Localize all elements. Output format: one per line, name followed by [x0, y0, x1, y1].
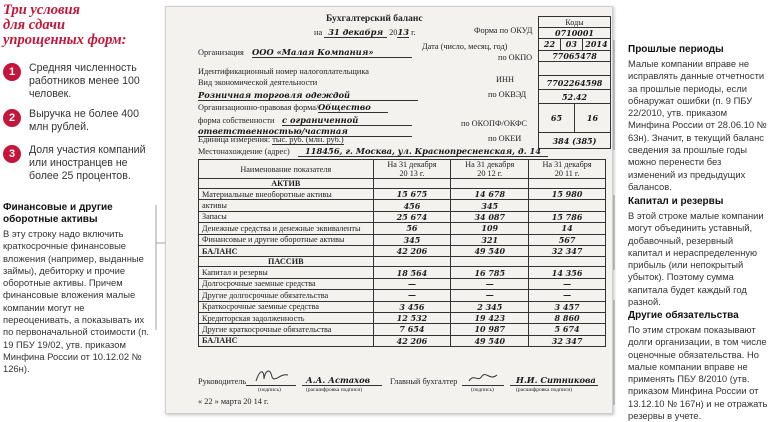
year-suffix: г.	[411, 28, 416, 37]
row-value: 56	[373, 223, 451, 234]
inn-code: 7702264598	[539, 76, 611, 90]
row-name: Денежные средства и денежные эквиваленты	[199, 223, 374, 234]
chief-sign-line	[462, 385, 504, 386]
chief-sign-caption: (подпись)	[471, 387, 494, 393]
head-sign-line	[246, 385, 296, 386]
empty-code-cell	[539, 62, 611, 76]
table-row	[199, 223, 606, 234]
activity-label: Вид экономической деятельности	[198, 78, 318, 87]
condition-number-badge: 2	[3, 109, 21, 127]
row-value: —	[373, 290, 451, 301]
col-name-header: Наименование показателя	[199, 160, 374, 179]
row-value: 456	[373, 200, 451, 211]
title-line: упрощенных форм:	[3, 32, 127, 48]
section-label: ПАССИВ	[199, 257, 374, 267]
year-value: 13	[397, 27, 409, 37]
head-decode-caption: (расшифровка подписи)	[306, 387, 363, 393]
row-value: 15 786	[529, 211, 606, 222]
table-row	[199, 301, 606, 312]
row-value: 15 980	[529, 189, 606, 200]
head-label: Руководитель	[198, 377, 247, 386]
row-value: 32 347	[529, 245, 606, 256]
table-row	[199, 312, 606, 323]
row-value: 14 356	[529, 267, 606, 278]
head-signature	[252, 365, 292, 387]
row-value: 567	[529, 234, 606, 245]
col-date-header	[373, 160, 451, 179]
codes-header: Коды	[539, 17, 611, 28]
org-label: Организация	[198, 48, 244, 57]
chief-decode-caption: (расшифровка подписи)	[516, 387, 573, 393]
section-label: АКТИВ	[199, 179, 374, 189]
row-value: 49 540	[451, 335, 529, 346]
right-sidebar	[625, 0, 770, 422]
codes-table	[538, 16, 611, 149]
other-liabilities-text: По этим строкам показывают долги организации, в том числе оценочные обязательства. Но малые компании вправе не применять ПБУ 8/2010 (утв. приказом Минфина России от 13.12.10 № 167н) и не отражать резервы в учете.	[628, 324, 768, 422]
sign-date: « 22 » марта 20 14 г.	[198, 397, 269, 406]
row-value: 5 674	[529, 324, 606, 335]
table-row	[199, 234, 606, 245]
col-date-label: На 31 декабря	[542, 160, 592, 169]
row-value: 16 785	[451, 267, 529, 278]
condition-text: Средняя численность работников менее 100 человек.	[29, 62, 140, 100]
row-name: Краткосрочные заемные средства	[199, 301, 374, 312]
section-row-aktiv	[199, 179, 606, 189]
title-line: для сдачи	[3, 17, 66, 33]
section-spacer	[451, 179, 529, 189]
row-value: —	[451, 278, 529, 289]
report-date	[314, 27, 416, 37]
row-value: 15 675	[373, 189, 451, 200]
table-row	[199, 324, 606, 335]
row-name: Другие долгосрочные обязательства	[199, 290, 374, 301]
okved-label: по ОКВЭД	[488, 90, 527, 99]
col-year-label: 20 13 г.	[399, 169, 425, 178]
past-periods-text: Малые компании вправе не исправлять данные отчетности за прошлые периоды, если обнаружат ошибки (п. 9 ПБУ 22/2010, утв. приказом Минфина России от 28.06.10 № 63н). Значит, в текущий баланс сведения за прошлые годы можно перенести без изменений из предыдущих балансов.	[628, 58, 767, 192]
okopf-value: 65	[539, 104, 575, 132]
table-row	[199, 200, 606, 211]
opf-label: Организационно-правовая форма/	[198, 103, 319, 112]
head-name: А.А. Астахов	[306, 375, 371, 385]
date-year: 2014	[585, 39, 608, 49]
row-value: —	[373, 278, 451, 289]
table-row	[199, 267, 606, 278]
okei-label: по ОКЕИ	[488, 134, 522, 143]
condition-number-badge: 1	[3, 63, 21, 81]
row-value: 345	[373, 234, 451, 245]
condition-number-badge: 3	[3, 145, 21, 163]
section-spacer	[373, 257, 451, 267]
date-prefix: на	[314, 28, 323, 37]
capital-text: В этой строке малые компании могут объединить уставный, добавочный, резервный капитал и нераспределенную прибыль (или непокрытый убыток). Поэтому сумма капитала будет каждый год разной.	[628, 210, 764, 308]
address-label: Местонахождение (адрес)	[198, 147, 290, 156]
date-value: 31 декабря	[324, 27, 387, 38]
row-value	[529, 200, 606, 211]
ownership-value: с ограниченной	[282, 115, 412, 126]
responsibility-value: ответственностью/частная	[198, 126, 412, 137]
row-name: Долгосрочные заемные средства	[199, 278, 374, 289]
row-value: 19 423	[451, 312, 529, 323]
row-value: 18 564	[373, 267, 451, 278]
row-value: 32 347	[529, 335, 606, 346]
fin-assets-heading: Финансовые и другие оборотные активы	[3, 202, 113, 225]
chief-signature	[466, 367, 500, 387]
row-value: —	[529, 278, 606, 289]
row-name: активы	[199, 200, 374, 211]
row-value: 49 540	[451, 245, 529, 256]
past-periods-heading: Прошлые периоды	[628, 44, 724, 55]
row-name: Другие краткосрочные обязательства	[199, 324, 374, 335]
table-row	[199, 189, 606, 200]
col-year-label: 20 12 г.	[477, 169, 503, 178]
row-value: 42 206	[373, 335, 451, 346]
row-value: 12 532	[373, 312, 451, 323]
okved-code: 52.42	[539, 90, 611, 104]
row-value: 14	[529, 223, 606, 234]
row-value: 3 456	[373, 301, 451, 312]
chief-decode-line	[510, 385, 598, 386]
okpo-code: 77065478	[539, 51, 611, 62]
row-value: 7 654	[373, 324, 451, 335]
ownership-label: форма собственности	[198, 116, 275, 125]
unit-label: Единица измерения:	[198, 135, 271, 144]
row-name: Капитал и резервы	[199, 267, 374, 278]
inn-long-label: Идентификационный номер налогоплательщика	[198, 67, 369, 76]
unit-value: тыс. руб. (млн. руб.)	[272, 135, 344, 144]
row-value: 14 678	[451, 189, 529, 200]
row-value: 321	[451, 234, 529, 245]
row-value: 10 987	[451, 324, 529, 335]
year-prefix: 20	[389, 28, 398, 37]
col-year-label: 20 11 г.	[554, 169, 580, 178]
other-liabilities-heading: Другие обязательства	[628, 310, 739, 321]
row-value: 2 345	[451, 301, 529, 312]
date-month: 03	[561, 39, 583, 50]
head-decode-line	[302, 385, 382, 386]
form-label: Форма по ОКУД	[474, 26, 533, 35]
chief-label: Главный бухгалтер	[390, 377, 458, 386]
balance-total-row	[199, 245, 606, 256]
balance-sheet-document	[165, 6, 613, 414]
opf-value: Общество	[318, 102, 388, 113]
col-date-label: На 31 декабря	[465, 160, 515, 169]
date-label: Дата (число, месяц, год)	[422, 42, 508, 51]
activity-value: Розничная торговля одеждой	[198, 90, 418, 101]
date-code	[539, 39, 611, 51]
org-value: ООО «Малая Компания»	[252, 47, 412, 58]
doc-title: Бухгалтерский баланс	[326, 14, 423, 24]
row-value: 8 860	[529, 312, 606, 323]
row-name: БАЛАНС	[199, 335, 374, 346]
okei-code: 384 (385)	[539, 133, 611, 149]
row-name: Кредиторская задолженность	[199, 312, 374, 323]
col-date-header	[451, 160, 529, 179]
table-row	[199, 211, 606, 222]
row-value: 34 087	[451, 211, 529, 222]
row-name: Запасы	[199, 211, 374, 222]
row-value: 109	[451, 223, 529, 234]
condition-text: Доля участия компаний или иностранцев не более 25 процентов.	[29, 144, 146, 182]
table-row	[199, 278, 606, 289]
unit-row	[198, 135, 344, 144]
row-name: БАЛАНС	[199, 245, 374, 256]
section-spacer	[451, 257, 529, 267]
row-value: —	[529, 290, 606, 301]
section-spacer	[529, 257, 606, 267]
row-name: Финансовые и другие оборотные активы	[199, 234, 374, 245]
col-date-header	[529, 160, 606, 179]
fin-assets-text: В эту строку надо включить краткосрочные финансовые вложения (например, выданные займы), дебиторку и прочие оборотные активы. Причем финансовые вложения малые компании могут не переоценивать, а показывать их по первоначальной стоимости (п. 19 ПБУ 19/02, утв. приказом Минфина России от 10.12.02 № 126н).	[3, 228, 149, 375]
head-sign-caption: (подпись)	[258, 387, 281, 393]
okopf-label: по ОКОПФ/ОКФС	[461, 119, 528, 128]
inn-label: ИНН	[496, 75, 514, 84]
form-code: 0710001	[539, 28, 611, 39]
okpo-label: по ОКПО	[498, 53, 533, 62]
okfs-value: 16	[586, 113, 599, 123]
table-row	[199, 290, 606, 301]
capital-heading: Капитал и резервы	[628, 196, 724, 207]
chief-name: Н.И. Ситникова	[516, 375, 596, 385]
section-spacer	[373, 179, 451, 189]
row-value: 25 674	[373, 211, 451, 222]
row-value: 42 206	[373, 245, 451, 256]
row-name: Материальные внеоборотные активы	[199, 189, 374, 200]
title-line: Три условия	[3, 2, 81, 18]
section-spacer	[529, 179, 606, 189]
table-header-row	[199, 160, 606, 179]
address-value: 118456, г. Москва, ул. Краснопресненская, д. 14	[298, 146, 548, 157]
col-date-label: На 31 декабря	[387, 160, 437, 169]
okopf-code	[539, 104, 611, 133]
balance-table	[198, 159, 606, 347]
section-row-passiv	[199, 257, 606, 267]
row-value: —	[451, 290, 529, 301]
row-value: 345	[451, 200, 529, 211]
balance-total-row	[199, 335, 606, 346]
condition-text: Выручка не более 400 млн рублей.	[29, 108, 139, 133]
date-day: 22	[539, 39, 561, 50]
row-value: 3 457	[529, 301, 606, 312]
